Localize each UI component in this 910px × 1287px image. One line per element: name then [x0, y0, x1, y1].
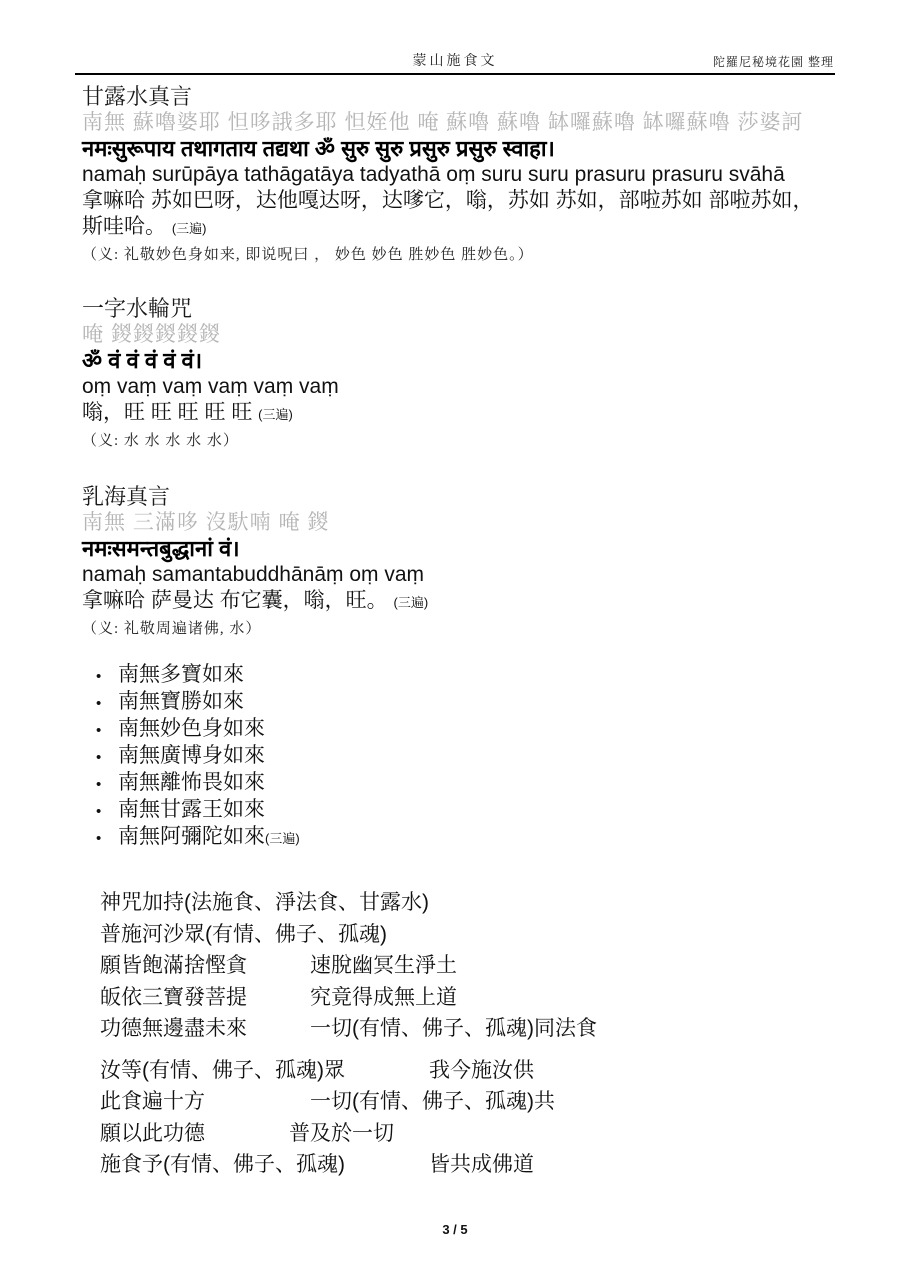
buddha-name: 南無寶勝如來: [118, 690, 244, 713]
verse-line: 功德無邊盡未來 一切(有情、佛子、孤魂)同法食: [100, 1017, 597, 1040]
meaning-note: （义: 礼敬周遍诸佛, 水）: [82, 621, 262, 637]
list-item: [82, 716, 862, 743]
bullet-icon: •: [96, 830, 102, 847]
bullet-icon: •: [96, 695, 102, 712]
mantra-phonetic-line2: [82, 214, 862, 242]
buddha-name: 南無離怖畏如來: [118, 771, 265, 794]
header-credit: 陀羅尼秘境花園 整理: [712, 55, 834, 69]
mantra-phonetic-line1: 拿嘛哈 苏如巴呀，达他嘎达呀，达嗲它，嗡，苏如 苏如，部啦苏如 部啦苏如，: [82, 189, 814, 212]
mantra-romanized: oṃ vaṃ vaṃ vaṃ vaṃ vaṃ: [82, 375, 339, 398]
list-item: [82, 824, 862, 851]
section-title: 甘露水真言: [82, 84, 193, 109]
verse-line: 此食遍十方 一切(有情、佛子、孤魂)共: [100, 1090, 555, 1113]
mantra-section-milk-ocean: [82, 484, 862, 642]
buddha-name: 南無多寶如來: [118, 663, 244, 686]
document-title: 蒙山施食文: [412, 54, 498, 69]
mantra-chinese-traditional: 南無 三滿哆 沒馱喃 唵 鍐: [82, 511, 330, 534]
mantra-devanagari: नमःसुरूपाय तथागताय तद्यथा ॐ सुरु सुरु प्रसुरु प्रसुरु स्वाहा।: [82, 136, 555, 161]
buddha-name: 南無妙色身如來: [118, 717, 265, 740]
mantra-section-ganlu-water: [82, 84, 862, 268]
phonetic-text: 斯哇哈。: [82, 215, 166, 238]
mantra-romanized: namaḥ samantabuddhānāṃ oṃ vaṃ: [82, 563, 425, 586]
mantra-phonetic-line1: [82, 400, 862, 428]
mantra-devanagari: नमःसमन्तबुद्धानां वं।: [82, 536, 240, 561]
mantra-chinese-traditional: 南無 蘇嚕婆耶 怛哆誐多耶 怛姪他 唵 蘇嚕 蘇嚕 缽囉蘇嚕 缽囉蘇嚕 莎婆訶: [82, 111, 804, 134]
bullet-icon: •: [96, 803, 102, 820]
meaning-note: （义: 水 水 水 水 水）: [82, 433, 239, 449]
buddha-name-list: [82, 662, 862, 851]
mantra-chinese-traditional: 唵 鍐鍐鍐鍐鍐: [82, 323, 221, 346]
mantra-section-water-wheel: [82, 296, 862, 454]
buddha-name: 南無甘露王如來: [118, 798, 265, 821]
verse-line: 普施河沙眾(有情、佛子、孤魂): [100, 922, 387, 946]
verse-line: 皈依三寶發菩提 究竟得成無上道: [100, 985, 457, 1009]
verse-line: 願以此功德 普及於一切: [100, 1121, 394, 1145]
section-title: 乳海真言: [82, 484, 171, 509]
buddha-name: 南無阿彌陀如來: [118, 825, 265, 848]
verse-block-offering: [100, 1055, 862, 1181]
repeat-count-note: (三遍): [258, 407, 293, 422]
buddha-name: 南無廣博身如來: [118, 744, 265, 767]
repeat-count-note: (三遍): [393, 595, 429, 610]
bullet-icon: •: [96, 749, 102, 766]
mantra-phonetic-line1: [82, 588, 862, 616]
list-item: [82, 797, 862, 824]
verse-line: 神咒加持(法施食、淨法食、甘露水): [100, 891, 429, 914]
bullet-icon: •: [96, 668, 102, 685]
phonetic-text: 嗡，旺 旺 旺 旺 旺: [82, 401, 259, 424]
header-rule: [75, 73, 835, 75]
bullet-icon: •: [96, 722, 102, 739]
verse-block-dedication: [100, 887, 862, 1045]
verse-line: 汝等(有情、佛子、孤魂)眾 我今施汝供: [100, 1058, 534, 1082]
verse-line: 施食予(有情、佛子、孤魂) 皆共成佛道: [100, 1153, 534, 1176]
mantra-romanized: namaḥ surūpāya tathāgatāya tadyathā oṃ suru suru prasuru prasuru svāhā: [82, 163, 785, 186]
repeat-count-note: (三遍): [265, 831, 300, 846]
mantra-devanagari: ॐ वं वं वं वं वं।: [82, 348, 203, 373]
document-body: [82, 84, 862, 1181]
list-item: [82, 689, 862, 716]
meaning-note: （义: 礼敬妙色身如来, 即说呪曰 ， 妙色 妙色 胜妙色 胜妙色。）: [82, 247, 534, 263]
verse-line: 願皆飽滿捨慳貪 速脫幽冥生淨土: [100, 954, 457, 977]
list-item: [82, 662, 862, 689]
repeat-count-note: (三遍): [171, 221, 207, 236]
bullet-icon: •: [96, 776, 102, 793]
list-item: [82, 743, 862, 770]
list-item: [82, 770, 862, 797]
phonetic-text: 拿嘛哈 萨曼达 布它囊，嗡，旺。: [82, 589, 388, 612]
section-title: 一字水輪咒: [82, 296, 193, 321]
page-number: 3 / 5: [442, 1222, 468, 1237]
